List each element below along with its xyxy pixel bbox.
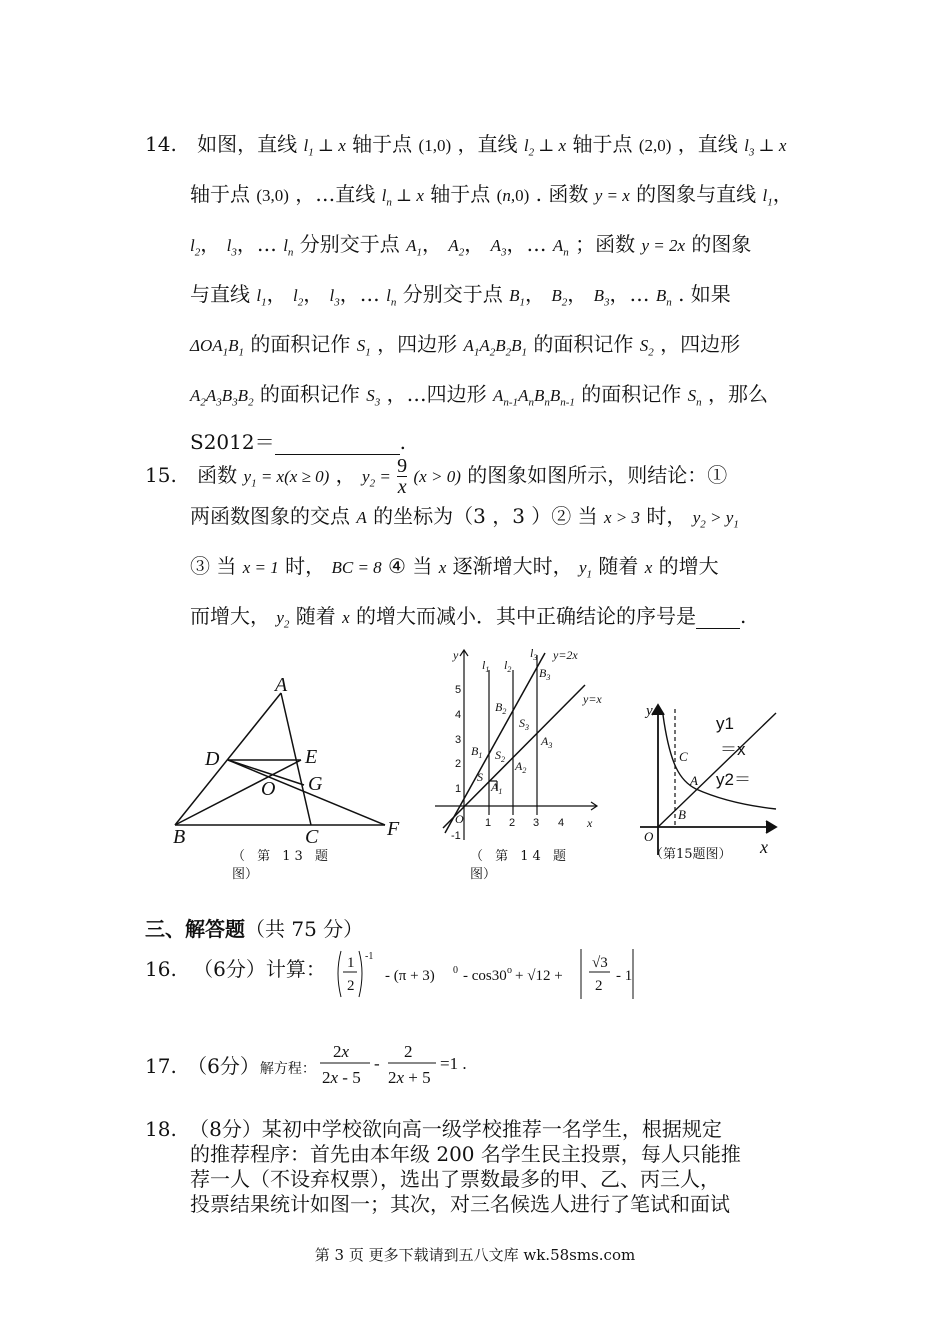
q14-line7: S2012＝ . <box>190 430 406 454</box>
q15-line3: ③ 当 x = 1 时， BC = 8 ④ 当 x 逐渐增大时， $y_1$ 随着 x 的增大 <box>190 554 719 581</box>
svg-text:y2＝: y2＝ <box>716 770 751 789</box>
q18-line3: 荐一人（不设弃权票），选出了票数最多的甲、乙、丙三人， <box>190 1167 720 1191</box>
svg-text:l2: $l_2$ <box>504 658 512 674</box>
fig13-label-O: O <box>261 778 276 800</box>
q14-answer-blank[interactable] <box>275 430 400 455</box>
svg-text:3: 3 <box>533 817 540 829</box>
svg-text:C: C <box>679 749 688 764</box>
svg-text:2x - 5: 2x - 5 <box>322 1068 361 1087</box>
q15-line1: 15. 函数 $y_1 = x(x \ge 0)$ ， $y_2$ = $\frac{9}{x}$ (x > 0) 的图象如图所示，则结论：① <box>145 455 728 498</box>
svg-text:S: S <box>477 770 483 784</box>
svg-text:2: 2 <box>404 1042 413 1061</box>
svg-text:+ √12 +: + √12 + <box>515 968 563 984</box>
svg-text:2: 2 <box>509 817 516 829</box>
q14-line6: $A_2A_3B_3B_2$ 的面积记作 $S_3$ ，…四边形 $A_{n-1}A_nB_nB_{n-1}$ 的面积记作 $S_n$ ，那么 <box>190 382 768 409</box>
svg-text:x: x <box>587 816 593 830</box>
svg-text:x: x <box>760 837 768 857</box>
svg-text:y: y <box>453 648 459 662</box>
figure-15 <box>630 695 790 870</box>
q15-fraction: $\frac{9}{x}$ <box>397 455 408 498</box>
svg-text:A3: $A_3$ <box>541 734 553 750</box>
fig13-label-A: A <box>275 675 288 696</box>
svg-text:y=2x: y=2x <box>553 648 578 662</box>
fig15-caption: （第15题图） <box>650 847 732 862</box>
svg-text:0: 0 <box>453 965 458 976</box>
q15-line4: 而增大， $y_2$ 随着 x 的增大而减小．其中正确结论的序号是 . <box>190 604 747 631</box>
section3-heading: 三、解答题（共 75 分） <box>145 917 364 941</box>
svg-text:B2: $B_2$ <box>495 700 507 716</box>
q14-line1: 14. 如图，直线 $l_1$ ⊥ x 轴于点 (1,0) ，直线 $l_2$ ⊥ x 轴于点 (2,0) ，直线 $l_3$ ⊥ x <box>145 132 787 159</box>
fig13-label-E: E <box>305 746 318 768</box>
svg-text:S2: $S_2$ <box>495 748 505 764</box>
svg-text:-: - <box>374 1054 380 1073</box>
svg-text:2x: 2x <box>333 1042 350 1061</box>
q18-line1: 18. （8分）某初中学校欲向高一级学校推荐一名学生，根据规定 <box>145 1117 722 1141</box>
q17-equation <box>318 1038 478 1090</box>
fig13-caption: （ 第 13 题 图） <box>232 849 332 882</box>
svg-text:B3: $B_3$ <box>539 666 551 682</box>
fig13-label-D: D <box>205 748 220 770</box>
svg-text:2: 2 <box>455 758 462 770</box>
q14-line3: $l_2$， $l_3$，… $l_n$ 分别交于点 $A_1$， $A_2$， $A_3$，… $A_n$ ；函数 y = 2x 的图象 <box>190 232 752 259</box>
svg-text:A2: $A_2$ <box>515 759 527 775</box>
svg-text:o: o <box>507 965 512 976</box>
fig13-label-C: C <box>305 826 319 848</box>
svg-text:B1: $B_1$ <box>471 744 483 760</box>
q14-line4: 与直线 $l_1$， $l_2$， $l_3$，… $l_n$ 分别交于点 $B_1$， $B_2$， $B_3$，… $B_n$ . 如果 <box>190 282 731 309</box>
svg-text:B: B <box>678 807 686 822</box>
page-footer: 第 3 页 更多下载请到五八文库 wk.58sms.com <box>314 1246 636 1264</box>
svg-text:1: 1 <box>347 955 355 971</box>
svg-text:=1 .: =1 . <box>440 1054 467 1073</box>
svg-text:A: A <box>690 773 698 788</box>
svg-text:2: 2 <box>347 978 355 994</box>
svg-text:y=x: y=x <box>583 692 602 706</box>
svg-text:S3: $S_3$ <box>519 716 529 732</box>
svg-text:5: 5 <box>455 684 462 696</box>
fig13-label-F: F <box>387 818 400 840</box>
svg-text:O: O <box>455 812 464 826</box>
q18-line4: 投票结果统计如图一；其次，对三名候选人进行了笔试和面试 <box>190 1192 730 1216</box>
svg-text:4: 4 <box>558 817 565 829</box>
svg-text:-1: -1 <box>451 830 461 842</box>
svg-text:2x + 5: 2x + 5 <box>388 1068 431 1087</box>
q14-number: 14. <box>145 132 177 156</box>
svg-text:l1: $l_1$ <box>482 658 490 674</box>
svg-text:4: 4 <box>455 709 462 721</box>
q14-line2: 轴于点 (3,0) ，…直线 $l_n$ ⊥ x 轴于点 (n,0) . 函数 y = x 的图象与直线 $l_1$， <box>190 182 793 209</box>
svg-text:2: 2 <box>595 978 603 994</box>
q15-line2: 两函数图象的交点 A 的坐标为（3 ，3 ）② 当 x > 3 时， $y_2 > y_1$ <box>190 504 739 531</box>
q16-expression <box>335 945 645 1005</box>
fig14-caption: （ 第 14 题 图） <box>470 849 570 882</box>
svg-text:＝x: ＝x <box>720 740 746 759</box>
svg-text:A1: $A_1$ <box>491 780 503 796</box>
svg-text:- (π + 3): - (π + 3) <box>385 968 435 984</box>
svg-text:y: y <box>646 703 653 719</box>
fig13-label-B: B <box>173 826 186 848</box>
q14-line5: $\Delta OA_1B_1$ 的面积记作 $S_1$ ，四边形 $A_1A_2B_2B_1$ 的面积记作 $S_2$ ，四边形 <box>190 332 741 359</box>
q17-line: 17. （6分）解方程： <box>145 1054 316 1078</box>
svg-text:1: 1 <box>485 817 492 829</box>
svg-text:- 1: - 1 <box>616 968 633 984</box>
q16-line: 16. （6分）计算： <box>145 957 326 981</box>
svg-text:-1: -1 <box>365 951 374 962</box>
fig13-label-G: G <box>308 773 323 795</box>
svg-text:y1: y1 <box>716 714 734 733</box>
svg-text:1: 1 <box>455 783 462 795</box>
svg-text:l3: $l_3$ <box>530 646 538 662</box>
svg-text:√3: √3 <box>592 955 608 971</box>
q15-number: 15. <box>145 463 177 487</box>
svg-text:3: 3 <box>455 734 462 746</box>
q18-line2: 的推荐程序：首先由本年级 200 名学生民主投票，每人只能推 <box>190 1142 741 1166</box>
figure-13 <box>165 675 410 850</box>
svg-text:- cos30: - cos30 <box>463 968 507 984</box>
figure-14 <box>425 645 605 845</box>
svg-text:O: O <box>644 829 654 844</box>
q15-answer-blank[interactable] <box>696 604 740 629</box>
